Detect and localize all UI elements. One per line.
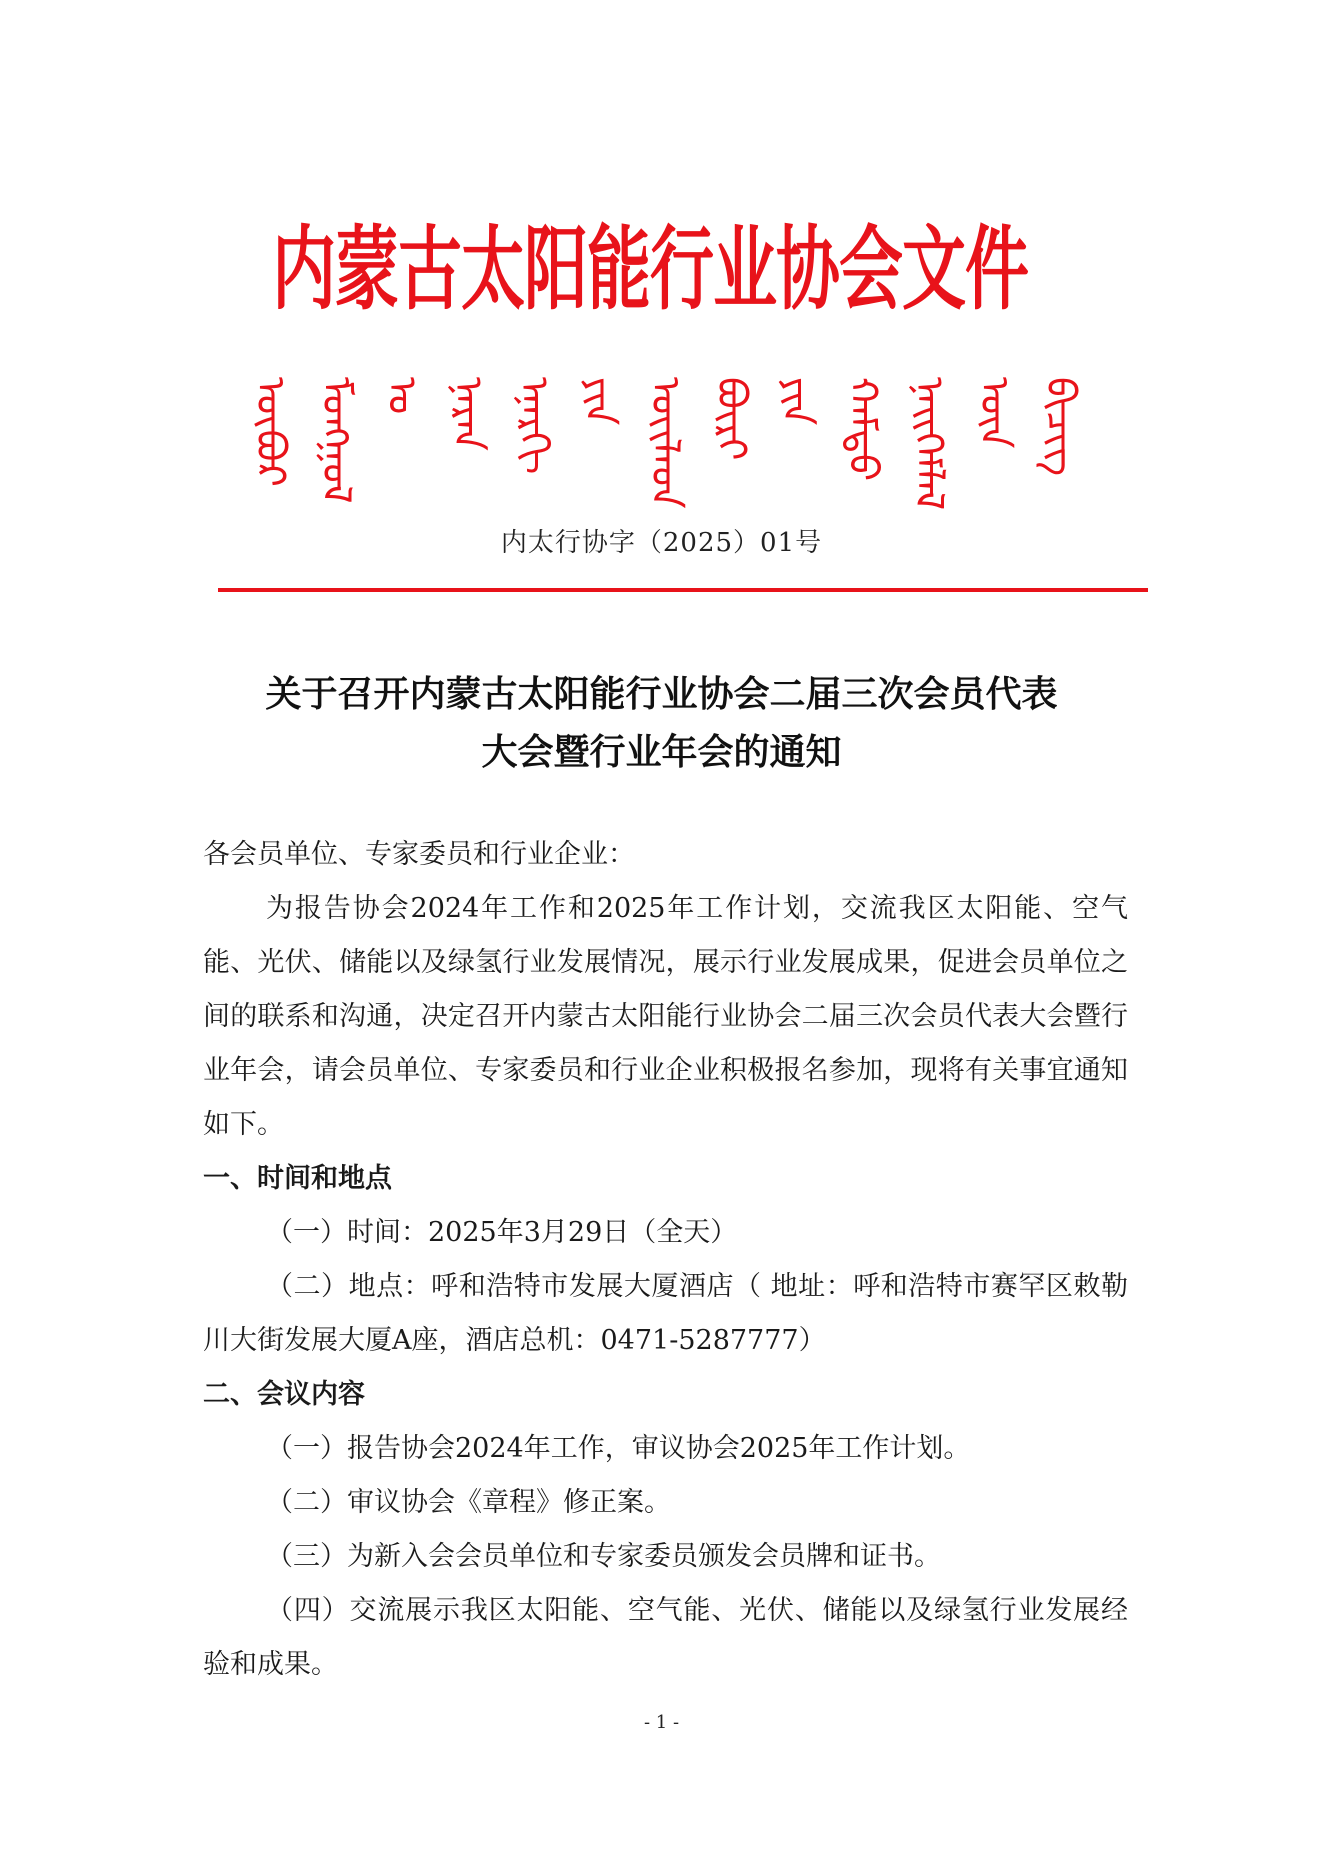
mongolian-script-title: ᠥᠪᠥᠷ ᠮᠣᠩᠭᠣᠯ ᠤ ᠨᠠᠷᠠᠨ ᠡᠨᠡᠷᠭᠢ ᠶᠢᠨ ᠦᠢᠯᠡᠳ ᠪᠦᠷᠢ ᠶᠢᠨ ᠬᠠᠮᠲᠤ ᠨᠡᠢᠭᠡᠮᠯᠡᠯ ᠦᠨ ᠪᠢᠴᠢᠭ [247,377,1083,511]
content-item-3: （三）为新入会会员单位和专家委员颁发会员牌和证书。 [266,1541,941,1572]
red-divider-line [218,588,1148,592]
notice-title-line-1: 关于召开内蒙古太阳能行业协会二届三次会员代表 [265,674,1058,715]
notice-body [203,828,1128,1692]
intro-paragraph: 为报告协会2024年工作和2025年工作计划，交流我区太阳能、空气能、光伏、储能以及绿氢行业发展情况，展示行业发展成果，促进会员单位之间的联系和沟通，决定召开内蒙古太阳能行业协会二届三次会员代表大会暨行业年会，请会员单位、专家委员和行业企业积极报名参加，现将有关事宜通知如下。 [203,893,1128,1140]
org-document-title: 内蒙古太阳能行业协会文件 [272,217,1028,323]
section-heading-meeting-content: 二、会议内容 [203,1379,365,1410]
content-item-1: （一）报告协会2024年工作，审议协会2025年工作计划。 [266,1433,971,1464]
location-item: （二）地点：呼和浩特市发展大厦酒店（ 地址：呼和浩特市赛罕区敕勒川大街发展大厦A座，酒店总机：0471-5287777） [203,1271,1128,1356]
content-item-2: （二）审议协会《章程》修正案。 [266,1487,671,1518]
content-item-4: （四）交流展示我区太阳能、空气能、光伏、储能以及绿氢行业发展经验和成果。 [203,1595,1128,1680]
time-item: （一）时间：2025年3月29日（全天） [266,1217,738,1248]
page-number: - 1 - [643,1712,680,1733]
section-heading-time-place: 一、时间和地点 [203,1163,392,1194]
document-number: 内太行协字（2025）01号 [500,528,823,558]
notice-title [180,666,1143,782]
notice-title-line-2: 大会暨行业年会的通知 [481,732,842,773]
salutation: 各会员单位、专家委员和行业企业： [203,839,635,870]
